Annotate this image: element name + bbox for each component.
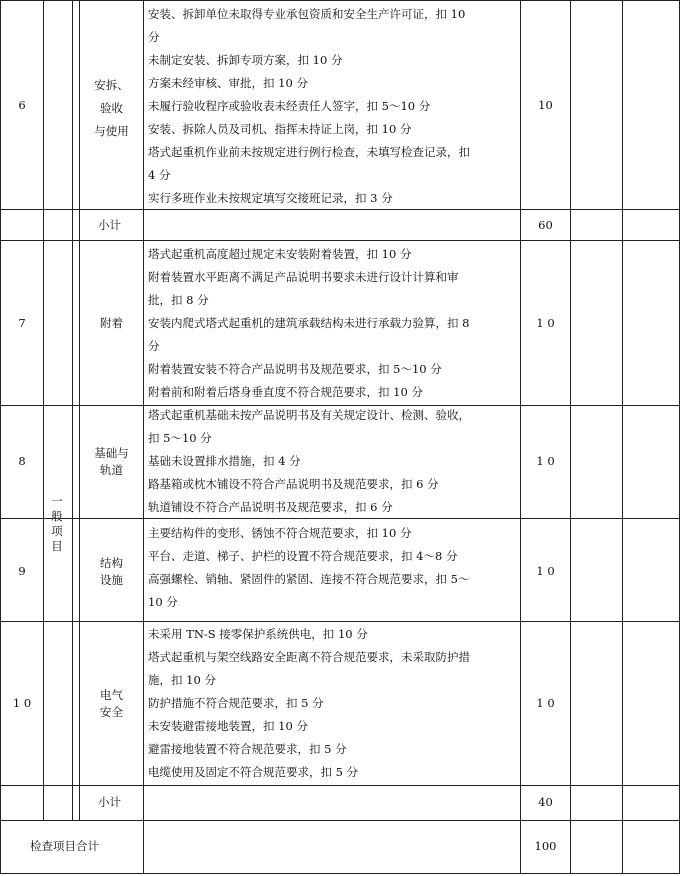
deduction-line: 未制定安装、拆卸专项方案，扣 10 分 <box>148 53 343 67</box>
deduction-line: 塔式起重机作业前未按规定进行例行检查，未填写检查记录，扣 <box>148 145 470 159</box>
grid-line <box>0 0 680 1</box>
row-number: 7 <box>18 316 26 330</box>
deduction-line: 附着前和附着后塔身垂直度不符合规范要求，扣 10 分 <box>148 385 423 399</box>
deduction-list <box>148 404 520 519</box>
deduction-line: 基础未设置排水措施，扣 4 分 <box>148 454 301 468</box>
deduction-list <box>148 243 520 404</box>
deduction-line: 塔式起重机与架空线路安全距离不符合规范要求，未采取防护措 <box>148 650 470 664</box>
deduction-line: 实行多班作业未按规定填写交接班记录，扣 3 分 <box>148 191 393 205</box>
item-name: 附着 <box>100 316 123 330</box>
deduction-line: 塔式起重机高度超过规定未安装附着装置，扣 10 分 <box>148 247 412 261</box>
grid-line <box>520 0 521 874</box>
deduction-line: 未履行验收程序或验收表未经责任人签字，扣 5～10 分 <box>148 99 431 113</box>
item-name: 安拆、 验收 与使用 <box>94 78 129 138</box>
item-name: 电气 安全 <box>100 688 123 719</box>
row-number: 8 <box>18 454 26 468</box>
row-number: 9 <box>18 564 26 578</box>
deduction-line: 平台、走道、梯子、护栏的设置不符合规范要求，扣 4～8 分 <box>148 549 458 563</box>
deduction-line: 安装内爬式塔式起重机的建筑承载结构未进行承载力验算，扣 8 <box>148 316 470 330</box>
deduction-line: 路基箱或枕木铺设不符合产品说明书及规范要求，扣 6 分 <box>148 477 439 491</box>
deduction-line: 避雷接地装置不符合规范要求，扣 5 分 <box>148 742 347 756</box>
deduction-line: 防护措施不符合规范要求，扣 5 分 <box>148 696 324 710</box>
deduction-line: 扣 5～10 分 <box>148 431 212 445</box>
subtotal-label: 小计 <box>98 218 121 232</box>
deduction-line: 未安装避雷接地装置，扣 10 分 <box>148 719 308 733</box>
deduction-line: 批，扣 8 分 <box>148 293 209 307</box>
grid-line <box>0 873 680 874</box>
row-number: 1 0 <box>12 696 32 710</box>
deduction-list <box>148 3 520 210</box>
deduction-list <box>148 522 520 614</box>
total-label: 检查项目合计 <box>30 839 99 853</box>
score-value: 1 0 <box>536 316 555 330</box>
deduction-line: 附着装置水平距离不满足产品说明书要求未进行设计计算和审 <box>148 270 459 284</box>
deduction-line: 分 <box>148 339 160 353</box>
grid-line <box>0 0 1 874</box>
item-name: 基础与 轨道 <box>94 446 129 477</box>
score-value: 1 0 <box>536 564 555 578</box>
score-value: 10 <box>538 98 553 112</box>
score-value: 1 0 <box>536 454 555 468</box>
grid-line <box>0 240 680 241</box>
deduction-line: 塔式起重机基础未按产品说明书及有关规定设计、检测、验收， <box>148 408 470 422</box>
deduction-line: 主要结构件的变形、锈蚀不符合规范要求，扣 10 分 <box>148 526 412 540</box>
grid-line <box>43 0 44 820</box>
row-number: 6 <box>18 98 26 112</box>
deduction-line: 轨道铺设不符合产品说明书及规范要求，扣 6 分 <box>148 500 393 514</box>
subtotal-label: 小计 <box>98 795 121 809</box>
deduction-line: 高强螺栓、销轴、紧固件的紧固、连接不符合规范要求，扣 5～ <box>148 572 470 586</box>
subtotal-score: 40 <box>538 795 553 809</box>
item-name: 结构 设施 <box>100 556 123 587</box>
grid-line <box>0 785 680 786</box>
grid-line <box>143 0 144 874</box>
category-label: 一 般 项 目 <box>51 494 63 553</box>
grid-line <box>72 0 73 820</box>
score-value: 1 0 <box>536 696 555 710</box>
deduction-line: 未采用 TN-S 接零保护系统供电，扣 10 分 <box>148 627 368 641</box>
grid-line <box>570 0 571 874</box>
deduction-line: 施，扣 10 分 <box>148 673 216 687</box>
deduction-line: 附着装置安装不符合产品说明书及规范要求，扣 5～10 分 <box>148 362 442 376</box>
grid-line <box>622 0 623 874</box>
deduction-line: 分 <box>148 30 160 44</box>
subtotal-score: 60 <box>538 218 553 232</box>
deduction-line: 安装、拆卸单位未取得专业承包资质和安全生产许可证，扣 10 <box>148 7 466 21</box>
deduction-list <box>148 623 520 784</box>
deduction-line: 电缆使用及固定不符合规范要求，扣 5 分 <box>148 765 359 779</box>
deduction-line: 4 分 <box>148 168 171 182</box>
grid-line <box>0 820 680 821</box>
deduction-line: 方案未经审核、审批，扣 10 分 <box>148 76 308 90</box>
deduction-line: 10 分 <box>148 595 178 609</box>
deduction-line: 安装、拆除人员及司机、指挥未持证上岗，扣 10 分 <box>148 122 412 136</box>
grid-line <box>0 621 680 622</box>
total-score: 100 <box>534 839 557 853</box>
